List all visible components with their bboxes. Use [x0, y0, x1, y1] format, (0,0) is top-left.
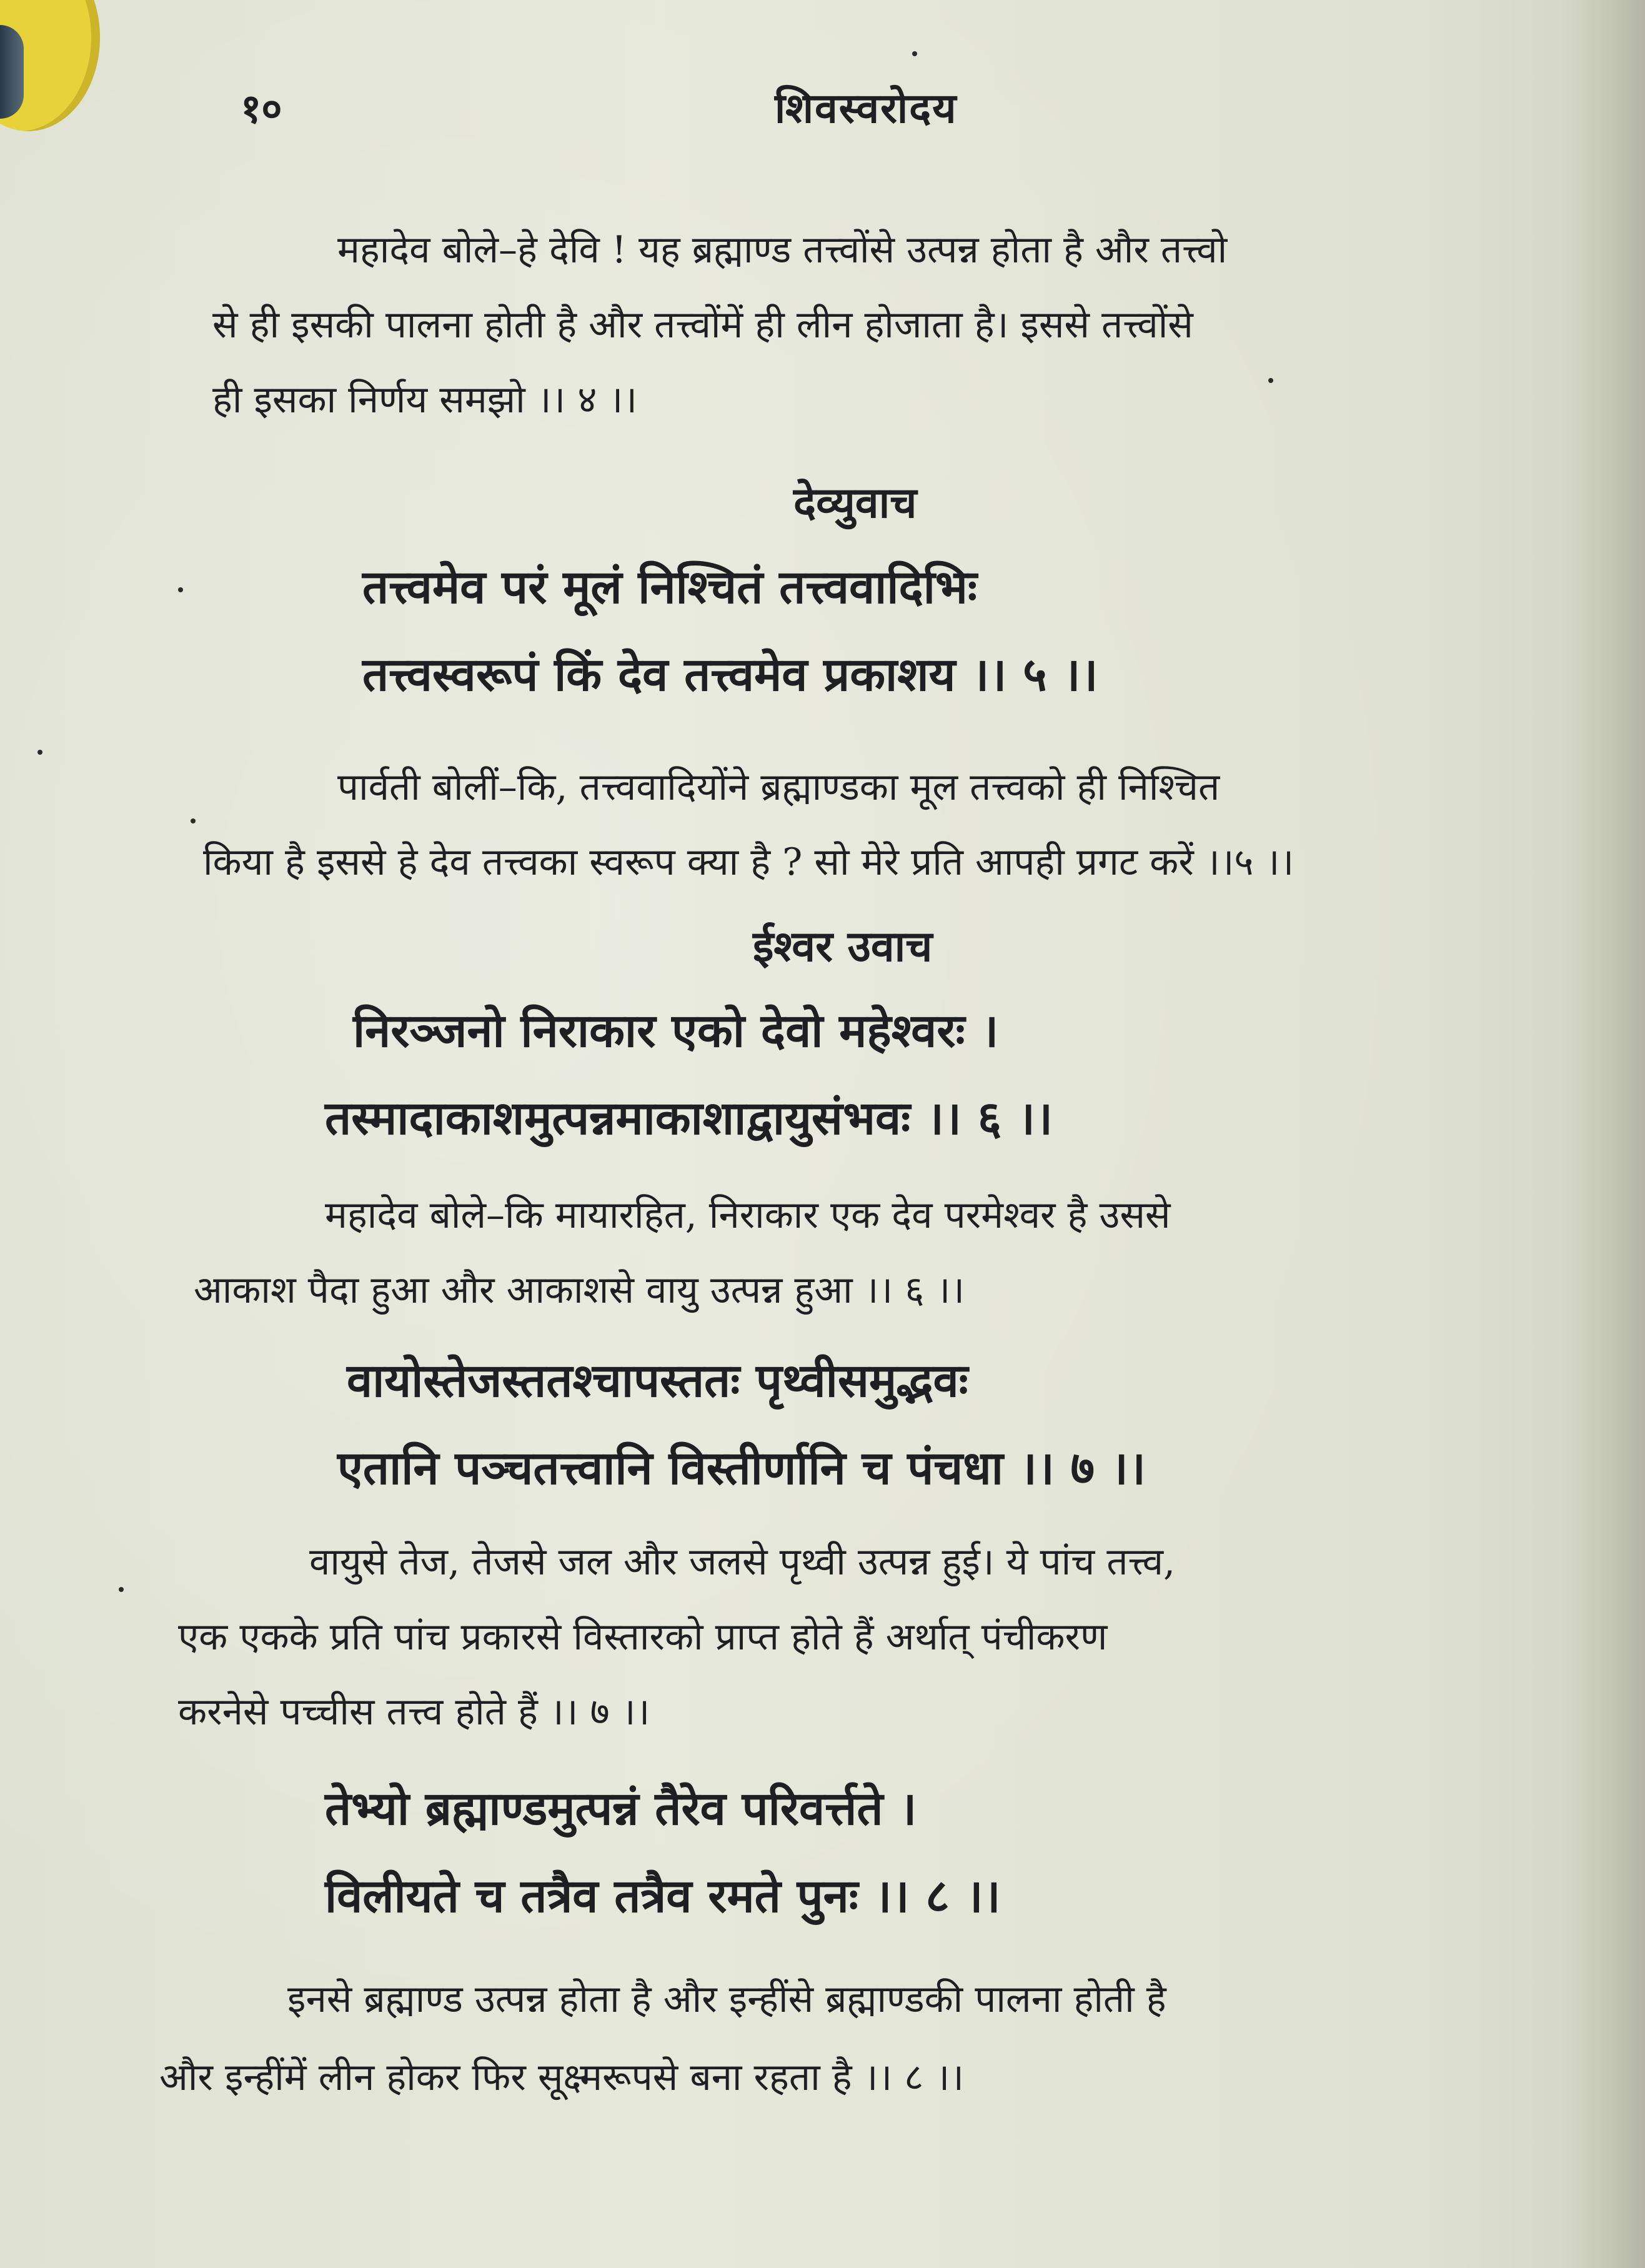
- text-line: से ही इसकी पालना होती है और तत्त्वोंमें ही लीन होजाता है। इससे तत्त्वोंसे: [212, 303, 1193, 347]
- running-title: शिवस्वरोदय: [775, 84, 958, 132]
- verse-line: तत्त्वस्वरूपं किं देव तत्त्वमेव प्रकाशय ।। ५ ।।: [362, 648, 1098, 702]
- text-line: आकाश पैदा हुआ और आकाशसे वायु उत्पन्न हुआ ।। ६ ।।: [194, 1268, 965, 1312]
- text-line: और इन्हींमें लीन होकर फिर सूक्ष्मरूपसे बना रहता है ।। ८ ।।: [159, 2056, 964, 2099]
- print-speck: [191, 818, 196, 823]
- text-line: इनसे ब्रह्माण्ड उत्पन्न होता है और इन्हींसे ब्रह्माण्डकी पालना होती है: [287, 1977, 1166, 2021]
- text-line: ही इसका निर्णय समझो ।। ४ ।।: [212, 378, 637, 422]
- print-speck: [1268, 378, 1273, 383]
- speaker-heading-ishvara: ईश्वर उवाच: [753, 922, 933, 972]
- text-line: वायुसे तेज, तेजसे जल और जलसे पृथ्वी उत्पन्न हुई। ये पांच तत्त्व,: [309, 1540, 1176, 1584]
- verse-line: निरञ्जनो निराकार एको देवो महेश्वरः ।: [353, 1004, 999, 1058]
- text-line: किया है इससे हे देव तत्त्वका स्वरूप क्या है ? सो मेरे प्रति आपही प्रगट करें ।।५ ।।: [203, 840, 1295, 884]
- verse-line: एतानि पञ्चतत्त्वानि विस्तीर्णानि च पंचधा ।। ७ ।।: [337, 1441, 1146, 1495]
- verse-line: तस्मादाकाशमुत्पन्नमाकाशाद्वायुसंभवः ।। ६ ।।: [325, 1092, 1053, 1145]
- page-header: [0, 74, 1645, 142]
- print-speck: [37, 750, 42, 755]
- print-speck: [178, 587, 183, 592]
- text-line: महादेव बोले–कि मायारहित, निराकार एक देव परमेश्वर है उससे: [325, 1193, 1171, 1237]
- verse-line: विलीयते च तत्रैव तत्रैव रमते पुनः ।। ८ ।।: [325, 1869, 1001, 1923]
- text-line: पार्वती बोलीं–कि, तत्त्ववादियोंने ब्रह्माण्डका मूल तत्त्वको ही निश्चित: [337, 765, 1220, 809]
- speaker-heading-devi: देव्युवाच: [793, 478, 917, 528]
- page-edge-shadow: [1564, 0, 1645, 2268]
- print-speck: [912, 51, 917, 56]
- text-line: करनेसे पच्चीस तत्त्व होते हैं ।। ७ ।।: [178, 1690, 650, 1734]
- text-line: महादेव बोले–हे देवि ! यह ब्रह्माण्ड तत्त्वोंसे उत्पन्न होता है और तत्त्वो: [337, 228, 1228, 272]
- verse-line: तत्त्वमेव परं मूलं निश्चितं तत्त्ववादिभिः: [362, 560, 977, 614]
- verse-line: वायोस्तेजस्ततश्चापस्ततः पृथ्वीसमुद्भवः: [347, 1354, 968, 1408]
- page-number: १०: [241, 86, 282, 132]
- verse-line: तेभ्यो ब्रह्माण्डमुत्पन्नं तैरेव परिवर्त्तते ।: [325, 1782, 917, 1836]
- text-line: एक एकके प्रति पांच प्रकारसे विस्तारको प्राप्त होते हैं अर्थात् पंचीकरण: [178, 1615, 1108, 1659]
- print-speck: [119, 1587, 124, 1592]
